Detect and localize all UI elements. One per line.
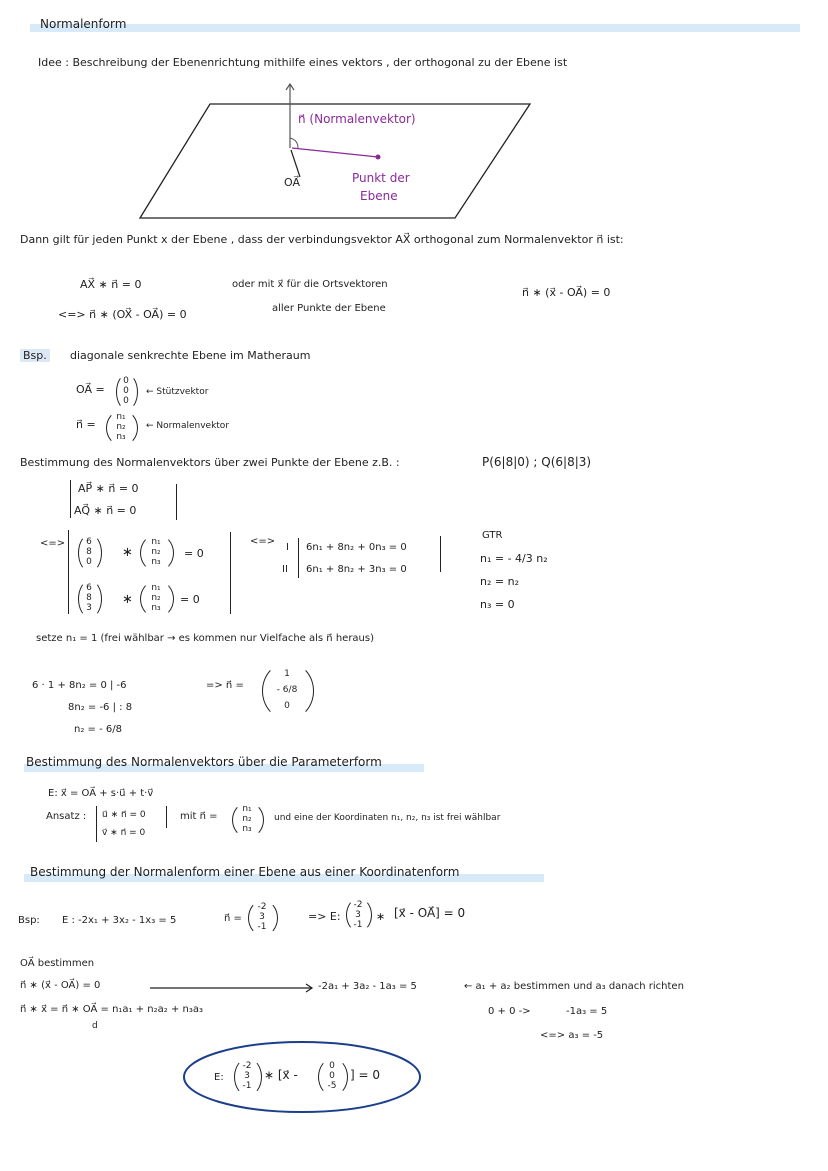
a3-final: <=> a₃ = -5	[540, 1030, 604, 1041]
n-vec-2-z: n₃	[151, 603, 161, 613]
n-vector-z: n₃	[116, 432, 126, 442]
oa-bestimmen: OA⃗ bestimmen	[20, 958, 95, 969]
n-vec-1-z: n₃	[151, 557, 161, 567]
normalenvektor-note: ← Normalenvektor	[146, 421, 230, 431]
final-n-z: -1	[242, 1081, 252, 1091]
example2-e-y: 3	[355, 910, 361, 920]
ansatz-eq-2: v⃗ ∗ n⃗ = 0	[102, 828, 146, 838]
result-vector	[262, 666, 312, 714]
linear-system-bar	[298, 538, 299, 578]
vec-p-x: 6	[86, 537, 92, 547]
equals-zero-1: = 0	[184, 547, 204, 560]
n-vector	[106, 412, 136, 442]
result-vector-y: - 6/8	[276, 685, 298, 695]
roman-1: I	[286, 542, 289, 553]
then-sentence: Dann gilt für jeden Punkt x der Ebene , dass der verbindungsvektor AX⃗ orthogonal zum Normalenvektor n⃗ ist:	[20, 233, 624, 246]
n-definition: n⃗ =	[76, 418, 96, 431]
vec-p	[78, 537, 100, 567]
example-label: Bsp.	[20, 349, 50, 362]
n-vector-y: n₂	[116, 422, 126, 432]
mit-n-label: mit n⃗ =	[180, 811, 218, 822]
stuetzvektor-note: ← Stützvektor	[146, 387, 209, 397]
point-label-1: Punkt der	[352, 171, 410, 185]
final-oa-z: -5	[327, 1081, 337, 1091]
system-eq-2: AQ⃗ ∗ n⃗ = 0	[74, 504, 137, 517]
oa-vector	[116, 376, 136, 406]
section-heading-parameter: Bestimmung des Normalenvektors über die Parameterform	[26, 755, 382, 769]
example2-e-vector	[346, 900, 370, 930]
ansatz-bar-left	[96, 806, 97, 842]
final-bracket-end: ] = 0	[350, 1068, 380, 1082]
vec-q	[78, 583, 100, 613]
example2-e-x: -2	[353, 900, 363, 910]
n-vec-2-x: n₁	[151, 583, 161, 593]
calc-line-3: n₂ = - 6/8	[74, 724, 122, 735]
ansatz-bar-right	[166, 806, 167, 828]
example2-n-z: -1	[257, 922, 267, 932]
oa-definition: OA⃗ =	[76, 383, 105, 396]
matrix-bar-right	[230, 532, 231, 614]
matrix-bar-left	[68, 530, 69, 614]
equation-1: AX⃗ ∗ n⃗ = 0	[80, 278, 142, 291]
example2-n-x: -2	[257, 902, 267, 912]
example2-label: Bsp:	[18, 915, 40, 926]
example2-n-y: 3	[259, 912, 265, 922]
star-1: ∗	[122, 545, 133, 560]
result-vector-x: 1	[284, 669, 290, 679]
roman-2: II	[282, 564, 288, 575]
example2-equation: E : -2x₁ + 3x₂ - 1x₃ = 5	[62, 915, 177, 926]
vec-q-y: 8	[86, 593, 92, 603]
ansatz-tail: und eine der Koordinaten n₁, n₂, n₃ ist frei wählbar	[274, 813, 501, 823]
oa-label: OA⃗	[284, 176, 300, 189]
n-vec-1-x: n₁	[151, 537, 161, 547]
calc-line-2: 8n₂ = -6 | : 8	[68, 702, 133, 713]
ansatz-n-vector	[232, 804, 262, 834]
solution-n3: n₃ = 0	[480, 598, 515, 611]
step-1: n⃗ ∗ (x⃗ - OA⃗) = 0	[20, 980, 101, 991]
coordinate-tail: ← a₁ + a₂ bestimmen und a₃ danach richten	[464, 981, 684, 992]
step-2: n⃗ ∗ x⃗ = n⃗ ∗ OA⃗ = n₁a₁ + n₂a₂ + n₃a₃	[20, 1004, 203, 1015]
ansatz-eq-1: u⃗ ∗ n⃗ = 0	[102, 810, 146, 820]
step-2-d: d	[92, 1021, 98, 1031]
oder-line-1: oder mit x⃗ für die Ortsvektoren	[232, 279, 388, 290]
example2-n-vector	[248, 902, 276, 932]
n-vec-2-y: n₂	[151, 593, 161, 603]
final-oa-y: 0	[329, 1071, 335, 1081]
ansatz-n-x: n₁	[242, 804, 252, 814]
final-n-x: -2	[242, 1061, 252, 1071]
point-label-2: Ebene	[360, 189, 398, 203]
system-bar-right	[176, 484, 177, 520]
oa-arrow	[291, 150, 300, 177]
equation-3: n⃗ ∗ (x⃗ - OA⃗) = 0	[522, 286, 611, 299]
page-title: Normalenform	[40, 17, 127, 31]
vec-q-z: 3	[86, 603, 92, 613]
n-vec-1-y: n₂	[151, 547, 161, 557]
right-angle-mark	[290, 138, 298, 148]
example2-e-z: -1	[353, 920, 363, 930]
n-equals-label: n⃗ =	[224, 913, 242, 924]
solution-n1: n₁ = - 4/3 n₂	[480, 552, 548, 565]
vec-p-z: 0	[86, 557, 92, 567]
result-label: => n⃗ =	[206, 680, 244, 691]
system-eq-1: AP⃗ ∗ n⃗ = 0	[78, 482, 139, 495]
linear-eq-1: 6n₁ + 8n₂ + 0n₃ = 0	[306, 542, 407, 553]
n-vector-x: n₁	[116, 412, 126, 422]
section-heading-coordinate: Bestimmung der Normalenform einer Ebene aus einer Koordinatenform	[30, 865, 460, 879]
zero-step: 0 + 0 ->	[488, 1006, 531, 1017]
ansatz-label: Ansatz :	[46, 811, 87, 822]
idea-text: Idee : Beschreibung der Ebenenrichtung mithilfe eines vektors , der orthogonal zu der Ebene ist	[38, 56, 568, 69]
oder-line-2: aller Punkte der Ebene	[272, 303, 386, 314]
final-n-y: 3	[244, 1071, 250, 1081]
linear-eq-2: 6n₁ + 8n₂ + 3n₃ = 0	[306, 564, 407, 575]
oa-vector-y: 0	[123, 386, 129, 396]
parameter-form: E: x⃗ = OA⃗ + s·u⃗ + t·v⃗	[48, 788, 154, 799]
star-3: ∗	[376, 910, 386, 923]
arrow-e-label: => E:	[308, 910, 341, 923]
plane-point	[376, 155, 381, 160]
final-e-label: E:	[214, 1072, 224, 1083]
final-bracket-start: ∗ [x⃗ -	[264, 1068, 298, 1082]
system-bar-left	[70, 480, 71, 518]
final-n-vector	[234, 1061, 260, 1091]
equation-2: <=> n⃗ ∗ (OX⃗ - OA⃗) = 0	[58, 308, 187, 321]
a3-step: -1a₃ = 5	[566, 1006, 608, 1017]
coordinate-equation: -2a₁ + 3a₂ - 1a₃ = 5	[318, 981, 417, 992]
oa-vector-z: 0	[123, 396, 129, 406]
long-arrow-head	[306, 984, 312, 992]
example-text: diagonale senkrechte Ebene im Matheraum	[70, 349, 311, 362]
equals-zero-2: = 0	[180, 593, 200, 606]
result-vector-z: 0	[284, 701, 290, 711]
normal-vector-label: n⃗ (Normalenvektor)	[298, 112, 416, 126]
solution-n2: n₂ = n₂	[480, 575, 519, 588]
linear-system-bar-right	[440, 536, 441, 572]
final-oa-vector	[318, 1061, 346, 1091]
n-vec-2	[140, 583, 172, 613]
vec-q-x: 6	[86, 583, 92, 593]
vec-p-y: 8	[86, 547, 92, 557]
ansatz-n-y: n₂	[242, 814, 252, 824]
star-2: ∗	[122, 592, 133, 607]
equivalence-arrow-2: <=>	[250, 536, 276, 547]
section-heading-two-points: Bestimmung des Normalenvektors über zwei Punkte der Ebene z.B. :	[20, 456, 400, 469]
bracket-expression: [x⃗ - OA⃗] = 0	[394, 906, 466, 920]
gtr-label: GTR	[482, 530, 503, 541]
points-pq: P(6|8|0) ; Q(6|8|3)	[482, 455, 592, 469]
setze-line: setze n₁ = 1 (frei wählbar → es kommen nur Vielfache als n⃗ heraus)	[36, 633, 375, 644]
oa-vector-x: 0	[123, 376, 129, 386]
calc-line-1: 6 · 1 + 8n₂ = 0 | -6	[32, 680, 127, 691]
equivalence-arrow-1: <=>	[40, 538, 66, 549]
final-oa-x: 0	[329, 1061, 335, 1071]
ansatz-n-z: n₃	[242, 824, 252, 834]
normal-vector-arrow	[292, 148, 378, 157]
n-vec-1	[140, 537, 172, 567]
